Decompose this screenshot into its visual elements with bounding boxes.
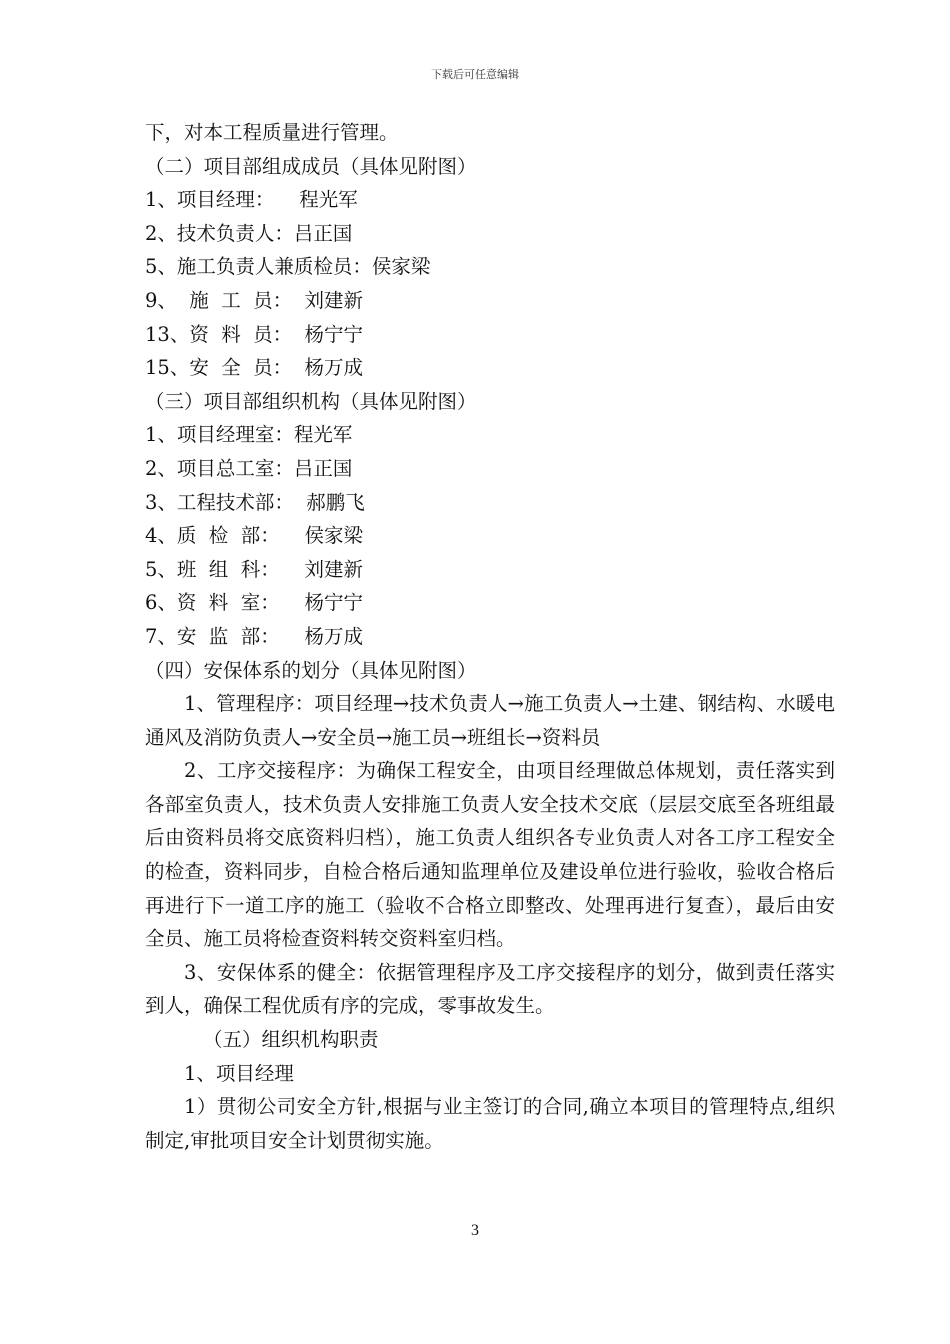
paragraph-handover-procedure: 2、工序交接程序：为确保工程安全，由项目经理做总体规划，责任落实到各部室负责人，技术负责人安排施工负责人安全技术交底（层层交底至各班组最后由资料员将交底资料归档），施工负责人组织各专业负责人对各工序工程安全的检查，资料同步，自检合格后通知监理单位及建设单位进行验收，验收合格后再进行下一道工序的施工（验收不合格立即整改、处理再进行复查），最后由安全员、施工员将检查资料转交资料室归档。 [145, 759, 835, 951]
org-line: 4、质 检 部： 侯家梁 [145, 524, 363, 548]
org-line: 3、工程技术部： 郝鹏飞 [145, 490, 365, 514]
member-line: 9、 施 工 员： 刘建新 [145, 288, 363, 312]
subsection-heading: 1、项目经理 [184, 1061, 294, 1085]
document-body [145, 116, 835, 1157]
member-line: 5、施工负责人兼质检员：侯家梁 [145, 255, 431, 279]
page-number: 3 [471, 1222, 479, 1239]
page-header: 下载后可任意编辑 [431, 68, 519, 81]
org-line: 2、项目总工室：吕正国 [145, 456, 353, 480]
paragraph-item: 1）贯彻公司安全方针,根据与业主签订的合同,确立本项目的管理特点,组织制定,审批项目安全计划贯彻实施。 [145, 1095, 835, 1152]
member-line: 2、技术负责人：吕正国 [145, 221, 353, 245]
section-heading: （二）项目部组成成员（具体见附图） [145, 154, 477, 178]
org-line: 5、班 组 科： 刘建新 [145, 557, 363, 581]
org-line: 6、资 料 室： 杨宁宁 [145, 591, 363, 615]
member-line: 13、资 料 员： 杨宁宁 [145, 322, 364, 346]
paragraph-management-procedure: 1、管理程序：项目经理→技术负责人→施工负责人→土建、钢结构、水暖电通风及消防负责人→安全员→施工员→班组长→资料员 [145, 692, 835, 749]
org-line: 7、安 监 部： 杨万成 [145, 624, 363, 648]
section-heading: （三）项目部组织机构（具体见附图） [145, 389, 477, 413]
member-line: 15、安 全 员： 杨万成 [145, 356, 364, 380]
section-heading: （四）安保体系的划分（具体见附图） [145, 658, 477, 682]
paragraph-safety-system: 3、安保体系的健全：依据管理程序及工序交接程序的划分，做到责任落实到人，确保工程优质有序的完成，零事故发生。 [145, 960, 835, 1018]
org-line: 1、项目经理室：程光军 [145, 423, 353, 447]
member-line: 1、项目经理： 程光军 [145, 188, 358, 212]
section-heading: （五）组织机构职责 [203, 1028, 379, 1052]
text-line: 下，对本工程质量进行管理。 [145, 121, 399, 144]
